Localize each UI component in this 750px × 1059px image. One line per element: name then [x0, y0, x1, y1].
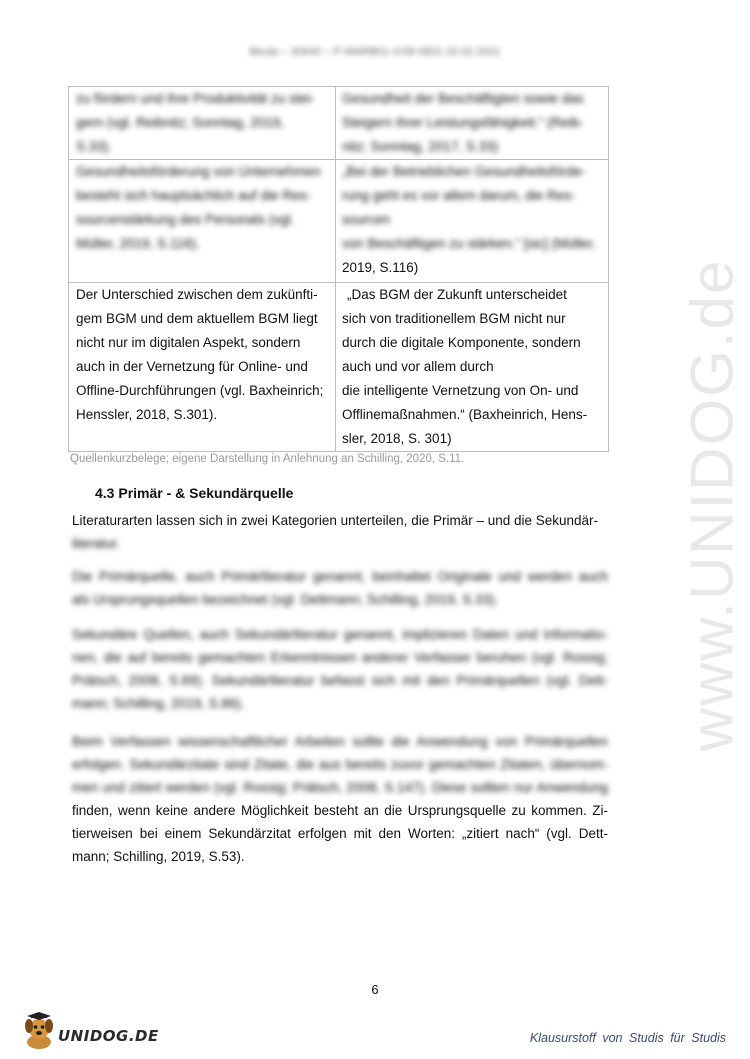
paragraph-primary-source — [72, 565, 608, 611]
paragraph-secondary-source — [72, 623, 608, 715]
paragraph-line: tierweisen bei einem Sekundärzitat erfolgen mit den Worten: „zitiert nach“ (vgl. Dett- — [72, 826, 608, 841]
cell-line: auch in der Vernetzung für Online- und — [76, 359, 308, 374]
cell-line: sourcen — [342, 212, 391, 227]
cell-line: sich von traditionellem BGM nicht nur — [342, 311, 566, 326]
table-cell-quote — [336, 87, 609, 160]
cell-line: die intelligente Vernetzung von On- und — [342, 383, 579, 398]
paragraph-line: erfolgen. Sekundärzitate sind Zitate, die aus bereits zuvor gemachten Zitaten, übernom- — [72, 757, 608, 772]
table-cell-paraphrase — [69, 160, 336, 283]
paragraph-line: mann; Schilling, 2019, S.86). — [72, 696, 245, 711]
paragraph-line: Die Primärquelle, auch Primärliteratur genannt, beinhaltet Originale und werden auch — [72, 569, 608, 584]
paragraph-line: Prätsch, 2008, S.69). Sekundärliteratur befasst sich mit den Primärquellen (vgl. Dett- — [72, 673, 608, 688]
table-row — [69, 87, 609, 160]
paragraph-intro — [72, 509, 608, 555]
table-cell-paraphrase — [69, 87, 336, 160]
paragraph-citation-usage — [72, 730, 608, 868]
paragraph-line: Beim Verfassen wissenschaftlicher Arbeiten sollte die Anwendung von Primärquellen — [72, 734, 608, 749]
cell-line: nitz; Sonntag, 2017, S.33) — [342, 139, 499, 154]
cell-line: Henssler, 2018, S.301). — [76, 407, 218, 422]
paragraph-line: finden, wenn keine andere Möglichkeit besteht an die Ursprungsquelle zu kommen. Zi- — [72, 803, 608, 818]
footer-logo[interactable] — [22, 1010, 159, 1050]
cell-line: durch die digitale Komponente, sondern — [342, 335, 581, 350]
table-cell-quote — [336, 160, 609, 283]
paragraph-line: mann; Schilling, 2019, S.53). — [72, 849, 245, 864]
cell-line: besteht sich hauptsächlich auf die Res- — [76, 188, 311, 203]
cell-blurred-lines — [342, 160, 602, 256]
cell-line: nicht nur im digitalen Aspekt, sondern — [76, 335, 301, 350]
cell-line: sler, 2018, S. 301) — [342, 431, 452, 446]
cell-line: Gesundheitsförderung von Unternehmen — [76, 164, 321, 179]
logo-text: UNIDOG.DE — [58, 1027, 159, 1045]
paragraph-line: Literaturarten lassen sich in zwei Kategorien unterteilen, die Primär – und die Sekundär- — [72, 513, 599, 528]
section-heading: 4.3 Primär - & Sekundärquelle — [95, 485, 294, 501]
table-row — [69, 160, 609, 283]
table-row — [69, 283, 609, 452]
cell-line: Gesundheit der Beschäftigten sowie das — [342, 91, 584, 106]
dog-mascot-icon — [22, 1012, 56, 1050]
paragraph-line: als Ursprungsquellen bezeichnet (vgl. Dettmann; Schilling, 2019, S.33). — [72, 592, 499, 607]
cell-line: Müller, 2019, S.116). — [76, 236, 200, 251]
cell-line: sourcenstärkung des Personals (vgl. — [76, 212, 295, 227]
table-caption: Quellenkurzbelege; eigene Darstellung in Anlehnung an Schilling, 2020, S.11. — [70, 453, 465, 465]
cell-line: Steigern ihrer Leistungsfähigkeit.“ (Reib- — [342, 115, 584, 130]
cell-line: zu fördern und ihre Produktivität zu stei- — [76, 91, 315, 106]
table-cell-paraphrase — [69, 283, 336, 452]
paragraph-line: men und zitiert werden (vgl. Rossig; Prätsch, 2008, S.147). Diese sollten nur Anwendung — [72, 780, 608, 795]
paragraph-line: literatur. — [72, 536, 121, 551]
cell-line: Der Unterschied zwischen dem zukünfti- — [76, 287, 318, 302]
cell-line: gem BGM und dem aktuellem BGM liegt — [76, 311, 318, 326]
watermark: www.UNIDOG.de — [678, 258, 746, 752]
comparison-table — [68, 86, 609, 452]
table-cell-quote — [336, 283, 609, 452]
cell-line: auch und vor allem durch — [342, 359, 494, 374]
cell-line: S.33). — [76, 139, 113, 154]
cell-line: von Beschäftigen zu stärken.“ [sic] (Müller, — [342, 236, 596, 251]
footer-tagline: Klausurstoff von Studis für Studis — [529, 1031, 726, 1045]
page-header: Beuta – 30640 – P-WARB01-XXB-NEG 15.02.2021 — [249, 46, 501, 58]
cell-line: Offline-Durchführungen (vgl. Baxheinrich; — [76, 383, 324, 398]
cell-line: „Das BGM der Zukunft unterscheidet — [347, 287, 567, 302]
cell-line: „Bei der Betrieblichen Gesundheitsförde- — [342, 164, 586, 179]
paragraph-line: Sekundäre Quellen, auch Sekundärliteratur genannt, implizieren Daten und Informatio- — [72, 627, 608, 642]
cell-line: gern (vgl. Reibnitz; Sonntag, 2019, — [76, 115, 284, 130]
page-number: 6 — [371, 982, 379, 997]
paragraph-line: nen, die auf bereits gemachten Erkenntnissen anderer Verfasser beruhen (vgl. Rossig; — [72, 650, 608, 665]
cell-line: rung geht es vor allem darum, die Res- — [342, 188, 576, 203]
cell-line: Offlinemaßnahmen.“ (Baxheinrich, Hens- — [342, 407, 588, 422]
cell-line-citation: 2019, S.116) — [342, 260, 419, 275]
